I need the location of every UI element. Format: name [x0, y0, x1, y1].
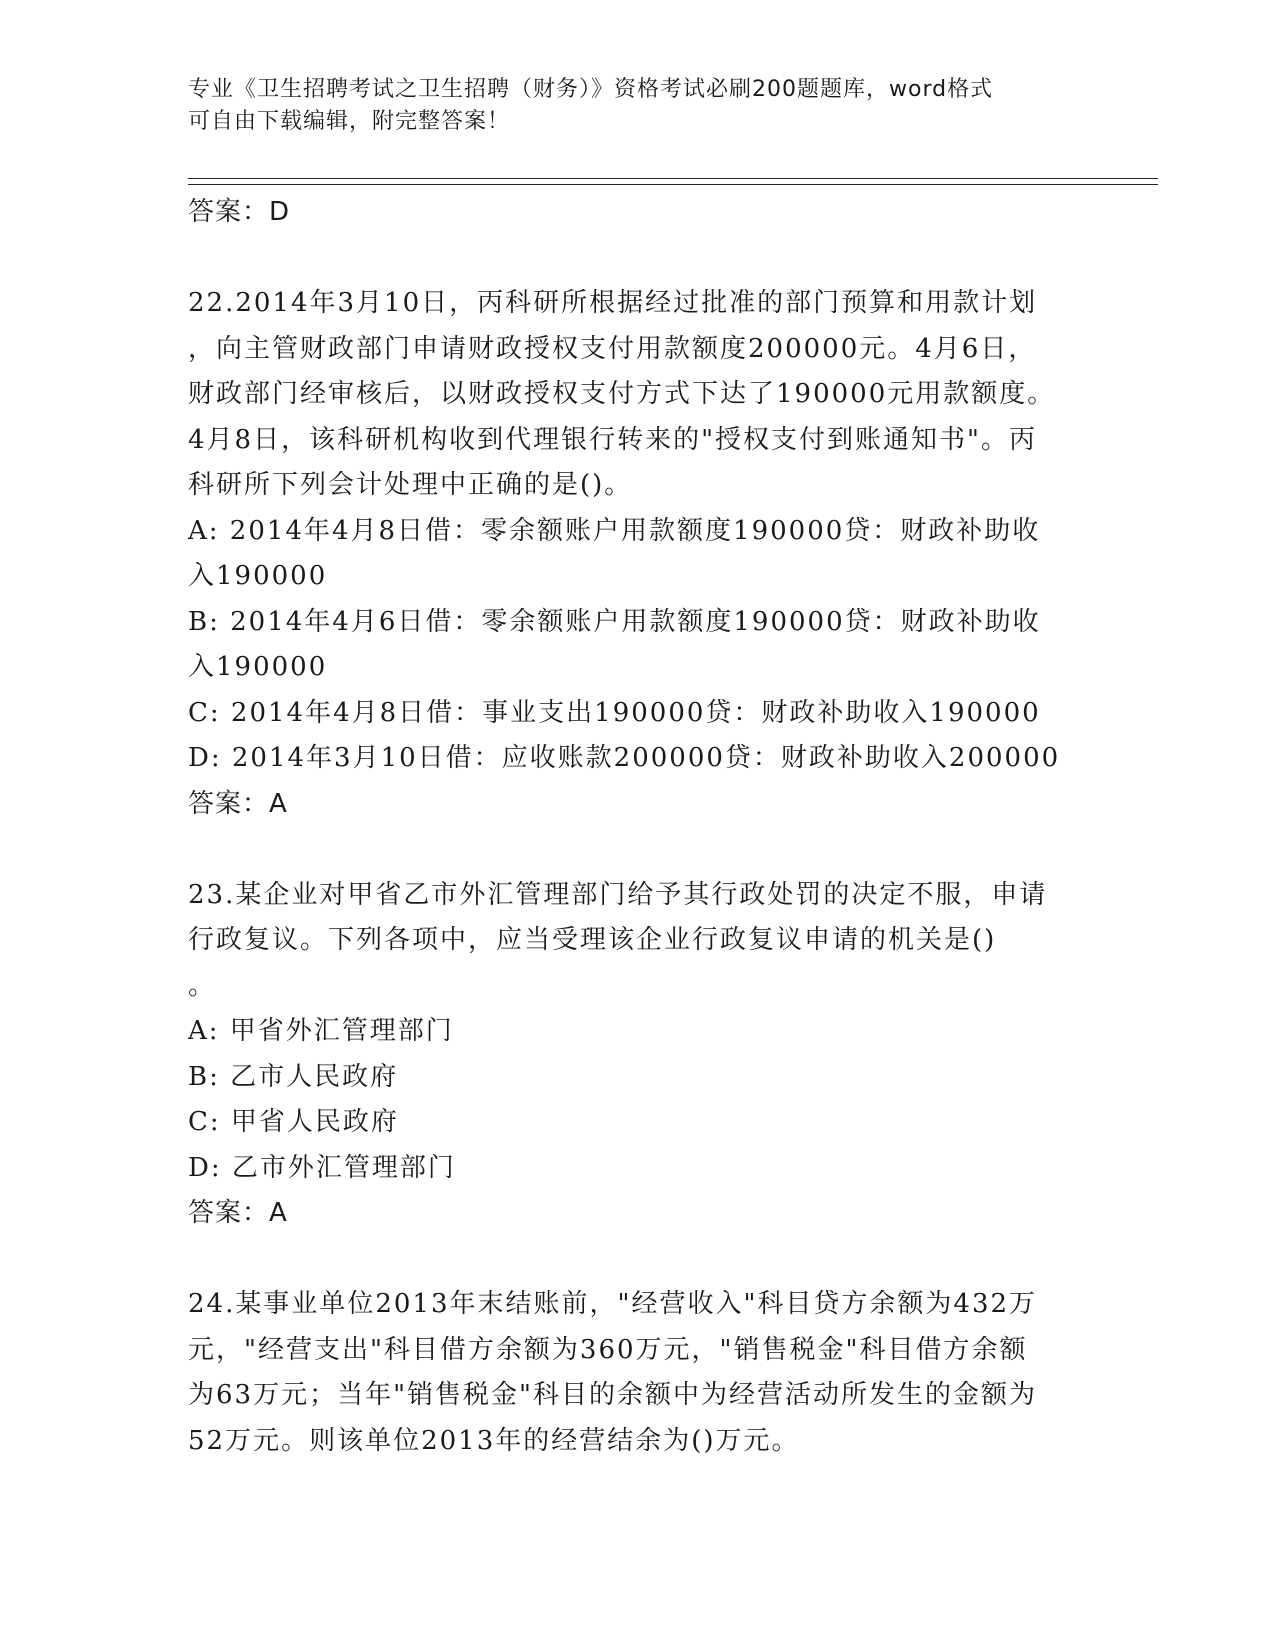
question-text-line: 22.2014年3月10日，丙科研所根据经过批准的部门预算和用款计划 — [188, 288, 1038, 318]
option-a-continued: 入190000 — [188, 561, 328, 591]
document-body — [188, 190, 1088, 1464]
option-d: D: 乙市外汇管理部门 — [188, 1152, 456, 1183]
header-line-2: 可自由下载编辑，附完整答案！ — [188, 109, 511, 134]
question-text-line: 52万元。则该单位2013年的经营结余为()万元。 — [188, 1425, 800, 1456]
option-c: C: 2014年4月8日借：事业支出190000贷：财政补助收入190000 — [188, 697, 1041, 728]
question-text-line: 4月8日，该科研机构收到代理银行转来的"授权支付到账通知书"。丙 — [188, 424, 1038, 455]
option-a: A: 甲省外汇管理部门 — [188, 1016, 454, 1046]
spacer — [188, 236, 1088, 282]
option-b: B: 2014年4月6日借：零余额账户用款额度190000贷：财政补助收 — [188, 606, 1041, 637]
answer: 答案：A — [188, 1198, 288, 1228]
question-text-line: 为63万元；当年"销售税金"科目的余额中为经营活动所发生的金额为 — [188, 1380, 1038, 1410]
question-text-line: 24.某事业单位2013年末结账前，"经营收入"科目贷方余额为432万 — [188, 1289, 1038, 1319]
option-d: D: 2014年3月10日借：应收账款200000贷：财政补助收入200000 — [188, 743, 1061, 773]
header-divider-bottom — [188, 184, 1158, 185]
option-c: C: 甲省人民政府 — [188, 1107, 399, 1137]
question-text-line: 行政复议。下列各项中，应当受理该企业行政复议申请的机关是() — [188, 925, 997, 955]
option-b-continued: 入190000 — [188, 652, 328, 682]
option-a: A: 2014年4月8日借：零余额账户用款额度190000贷：财政补助收 — [188, 515, 1041, 546]
question-text-line: 科研所下列会计处理中正确的是()。 — [188, 470, 633, 500]
question-24 — [188, 1282, 1088, 1464]
header-line-1: 专业《卫生招聘考试之卫生招聘（财务）》资格考试必刷200题题库，word格式 — [188, 77, 994, 102]
question-text-line: 。 — [188, 970, 217, 1001]
question-text-line: 元，"经营支出"科目借方余额为360万元，"销售税金"科目借方余额 — [188, 1334, 1028, 1365]
question-text-line: 财政部门经审核后，以财政授权支付方式下达了190000元用款额度。 — [188, 379, 1056, 409]
question-text-line: ，向主管财政部门申请财政授权支付用款额度200000元。4月6日， — [188, 333, 1037, 364]
answer: 答案：A — [188, 788, 288, 819]
question-text-line: 23.某企业对甲省乙市外汇管理部门给予其行政处罚的决定不服，申请 — [188, 879, 1048, 910]
question-23 — [188, 873, 1088, 1237]
option-b: B: 乙市人民政府 — [188, 1061, 399, 1092]
previous-answer: 答案：D — [188, 197, 291, 227]
document-header — [188, 74, 1068, 138]
spacer — [188, 827, 1088, 873]
spacer — [188, 1237, 1088, 1283]
header-divider-top — [188, 178, 1158, 179]
question-22 — [188, 281, 1088, 827]
